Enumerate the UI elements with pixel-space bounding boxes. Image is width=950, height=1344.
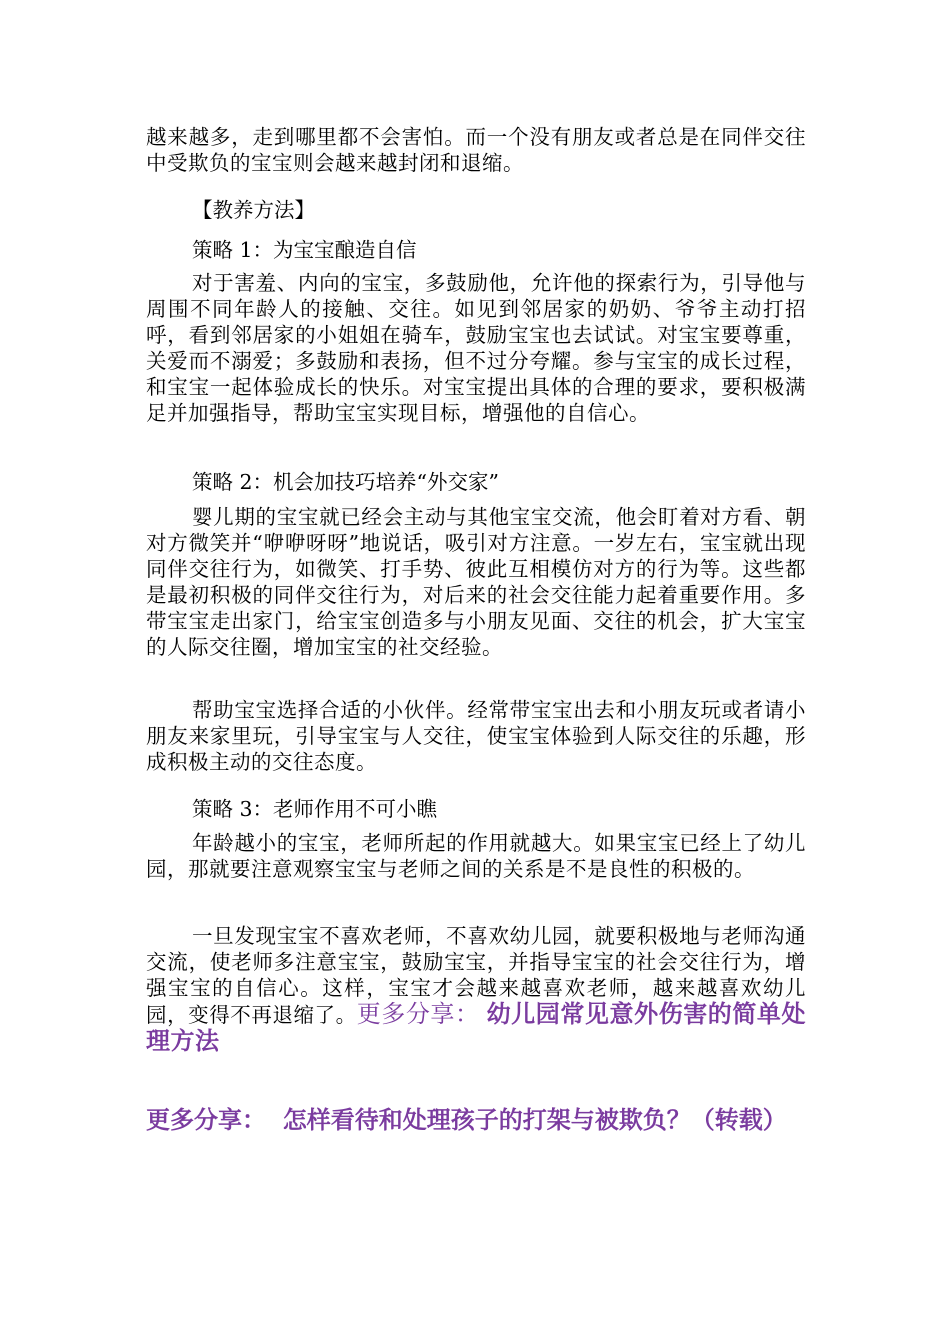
strategy-1-title: 策略 1：为宝宝酿造自信 [192, 238, 417, 262]
strategy-1-body: 对于害羞、内向的宝宝，多鼓励他，允许他的探索行为，引导他与周围不同年龄人的接触、交往。如见到邻居家的奶奶、爷爷主动打招呼，看到邻居家的小姐姐在骑车，鼓励宝宝也去试试。对宝宝要尊重，关爱而不溺爱；多鼓励和表扬，但不过分夸耀。参与宝宝的成长过程，和宝宝一起体验成长的快乐。对宝宝提出具体的合理的要求，要积极满足并加强指导，帮助宝宝实现目标，增强他的自信心。 [146, 271, 806, 425]
more-share-link-1[interactable]: 幼儿园常见意外伤害的简单处理方法 [146, 1000, 806, 1055]
more-share-line-2 [146, 1105, 811, 1135]
strategy-3-body-2-text: 一旦发现宝宝不喜欢老师，不喜欢幼儿园，就要积极地与老师沟通交流，使老师多注意宝宝，鼓励宝宝，并指导宝宝的社会交往行为，增强宝宝的自信心。这样，宝宝才会越来越喜欢老师，越来越喜欢幼儿园，变得不再退缩了。 [146, 924, 806, 1027]
strategy-3-title: 策略 3：老师作用不可小瞧 [192, 797, 438, 821]
more-share-link-2[interactable]: 怎样看待和处理孩子的打架与被欺负？（转载） [282, 1106, 787, 1134]
strategy-2-body-2: 帮助宝宝选择合适的小伙伴。经常带宝宝出去和小朋友玩或者请小朋友来家里玩，引导宝宝与人交往，使宝宝体验到人际交往的乐趣，形成积极主动的交往态度。 [146, 698, 806, 774]
more-share-label-2: 更多分享： [146, 1106, 266, 1134]
strategy-3-body-1: 年龄越小的宝宝，老师所起的作用就越大。如果宝宝已经上了幼儿园，那就要注意观察宝宝与老师之间的关系是不是良性的积极的。 [146, 831, 806, 881]
more-share-label-1: 更多分享： [356, 1000, 480, 1028]
strategy-2-title: 策略 2：机会加技巧培养“外交家” [192, 470, 500, 494]
strategy-2-body-1: 婴儿期的宝宝就已经会主动与其他宝宝交流，他会盯着对方看、朝对方微笑并“咿咿呀呀”地说话，吸引对方注意。一岁左右，宝宝就出现同伴交往行为，如微笑、打手势、彼此互相模仿对方的行为等。这些都是最初积极的同伴交往行为，对后来的社会交往能力起着重要作用。多带宝宝走出家门，给宝宝创造多与小朋友见面、交往的机会，扩大宝宝的人际交往圈，增加宝宝的社交经验。 [146, 505, 806, 659]
intro-paragraph: 越来越多，走到哪里都不会害怕。而一个没有朋友或者总是在同伴交往中受欺负的宝宝则会越来越封闭和退缩。 [146, 125, 806, 175]
section-heading: 【教养方法】 [192, 198, 315, 222]
strategy-3-body-2 [146, 923, 806, 1055]
